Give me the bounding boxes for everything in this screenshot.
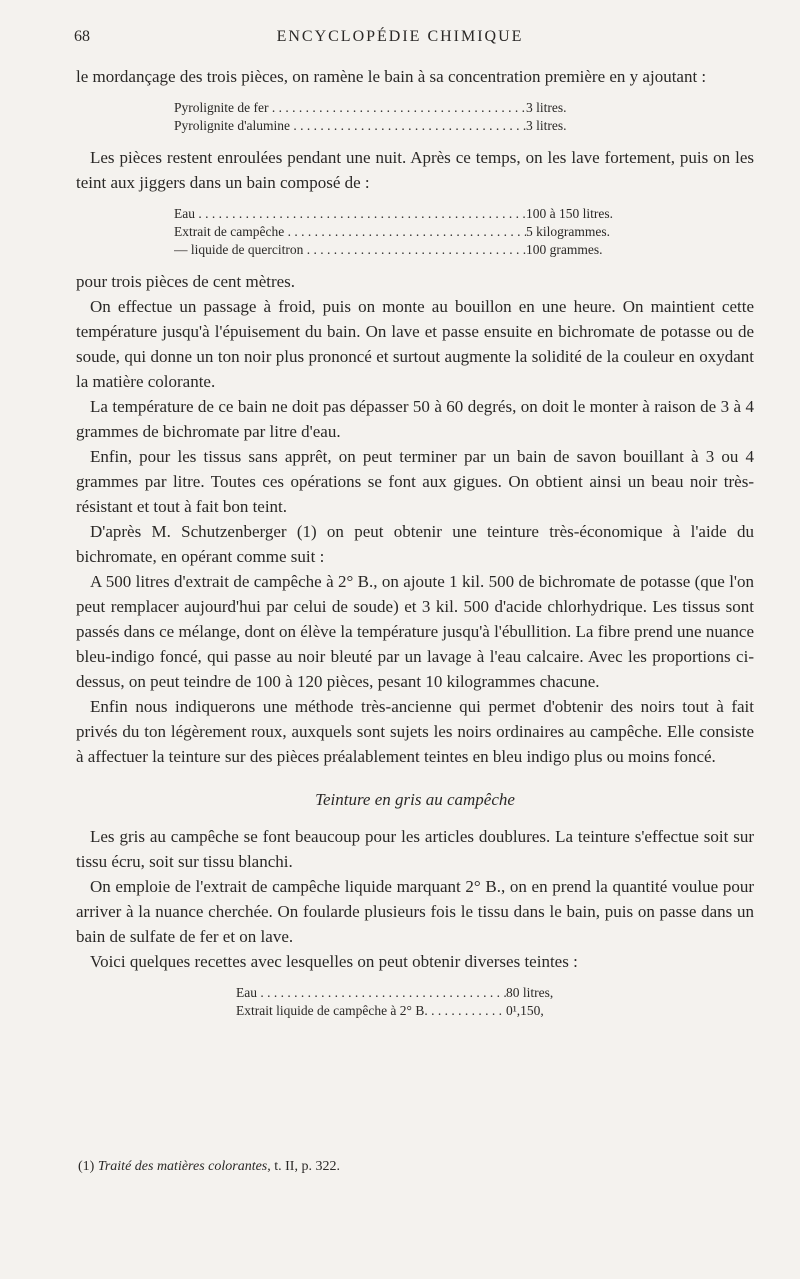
ingredient-quantity: 0¹,150, <box>506 1003 544 1018</box>
recipe-row <box>236 984 754 1002</box>
paragraph: pour trois pièces de cent mètres. <box>76 272 296 291</box>
paragraph: On effectue un passage à froid, puis on monte au bouillon en une heure. On maintient cette température jusqu'à l'épuisement du bain. On lave et passe ensuite en bichromate de potasse ou de soude, qui donne un ton noir plus prononcé et surtout augmente la solidité de la couleur en oxydant la matière colorante. <box>76 297 754 391</box>
recipe-row <box>236 1002 754 1020</box>
footnote-marker: (1) <box>78 1159 95 1174</box>
recipe-row <box>174 205 754 223</box>
paragraph: D'après M. Schutzenberger (1) on peut obtenir une teinture très-économique à l'aide du bichromate, en opérant comme suit : <box>76 522 754 566</box>
page-body <box>76 64 754 1030</box>
recipe-row <box>174 99 754 117</box>
ingredient-label: Eau . . . <box>174 205 526 223</box>
recipe-table-gray <box>236 984 754 1020</box>
running-title: ENCYCLOPÉDIE CHIMIQUE <box>276 28 524 45</box>
ingredient-quantity: 100 à 150 litres. <box>526 206 613 221</box>
page-number: 68 <box>74 28 90 45</box>
paragraph: On emploie de l'extrait de campêche liquide marquant 2° B., on en prend la quantité voulue pour arriver à la nuance cherchée. On foularde plusieurs fois le tissu dans le bain, puis on passe dans un bain de sulfate de fer et on lave. <box>76 877 754 946</box>
ingredient-quantity: 80 litres, <box>506 985 554 1000</box>
paragraph: Les pièces restent enroulées pendant une nuit. Après ce temps, on les lave fortement, puis on les teint aux jiggers dans un bain composé de : <box>76 148 754 192</box>
ingredient-quantity: 100 grammes. <box>526 242 603 257</box>
paragraph: Enfin nous indiquerons une méthode très-ancienne qui permet d'obtenir des noirs tout à fait privés du ton légèrement roux, auxquels sont sujets les noirs ordinaires au campêche. Elle consiste à affectuer la teinture sur des pièces préalablement teintes en bleu indigo plus ou moins foncé. <box>76 697 754 766</box>
paragraph: le mordançage des trois pièces, on ramène le bain à sa concentration première en y ajoutant : <box>76 67 707 86</box>
section-heading: Teinture en gris au campêche <box>315 790 515 809</box>
paragraph: Enfin, pour les tissus sans apprêt, on peut terminer par un bain de savon bouillant à 3 ou 4 grammes par litre. Toutes ces opérations se font aux gigues. On obtient ainsi un beau noir très-résistant et tout à fait bon teint. <box>76 447 754 516</box>
recipe-table-dye-bath <box>174 205 754 259</box>
ingredient-label: — liquide de quercitron . . . <box>174 241 526 259</box>
paragraph: Les gris au campêche se font beaucoup pour les articles doublures. La teinture s'effectue soit sur tissu écru, soit sur tissu blanchi. <box>76 827 754 871</box>
recipe-row <box>174 117 754 135</box>
ingredient-label: Extrait liquide de campêche à 2° B. . . . <box>236 1002 506 1020</box>
ingredient-label: Pyrolignite d'alumine . . . <box>174 117 526 135</box>
recipe-row <box>174 223 754 241</box>
footnote-reference: , t. II, p. 322. <box>267 1159 340 1174</box>
ingredient-label: Extrait de campêche . . . <box>174 223 526 241</box>
recipe-table-mordant <box>174 99 754 135</box>
paragraph: Voici quelques recettes avec lesquelles on peut obtenir diverses teintes : <box>90 952 578 971</box>
ingredient-label: Eau . . . <box>236 984 506 1002</box>
ingredient-quantity: 5 kilogrammes. <box>526 224 610 239</box>
footnote-title: Traité des matières colorantes <box>97 1159 268 1174</box>
page-header <box>0 28 800 54</box>
ingredient-quantity: 3 litres. <box>526 100 567 115</box>
paragraph: A 500 litres d'extrait de campêche à 2° B., on ajoute 1 kil. 500 de bichromate de potasse (que l'on peut remplacer aujourd'hui par celui de soude) et 3 kil. 500 d'acide chlorhydrique. Les tissus sont passés dans ce mélange, dont on élève la température jusqu'à l'ébullition. La fibre prend une nuance bleu-indigo foncé, qui passe au noir bleuté par un lavage à l'eau calcaire. Avec les proportions ci-dessus, on peut teindre de 100 à 120 pièces, pesant 10 kilogrammes chacune. <box>76 572 754 691</box>
ingredient-quantity: 3 litres. <box>526 118 567 133</box>
footnote <box>78 1159 340 1175</box>
paragraph: La température de ce bain ne doit pas dépasser 50 à 60 degrés, on doit le monter à raison de 3 à 4 grammes de bichromate par litre d'eau. <box>76 397 754 441</box>
ingredient-label: Pyrolignite de fer . . . <box>174 99 526 117</box>
recipe-row <box>174 241 754 259</box>
